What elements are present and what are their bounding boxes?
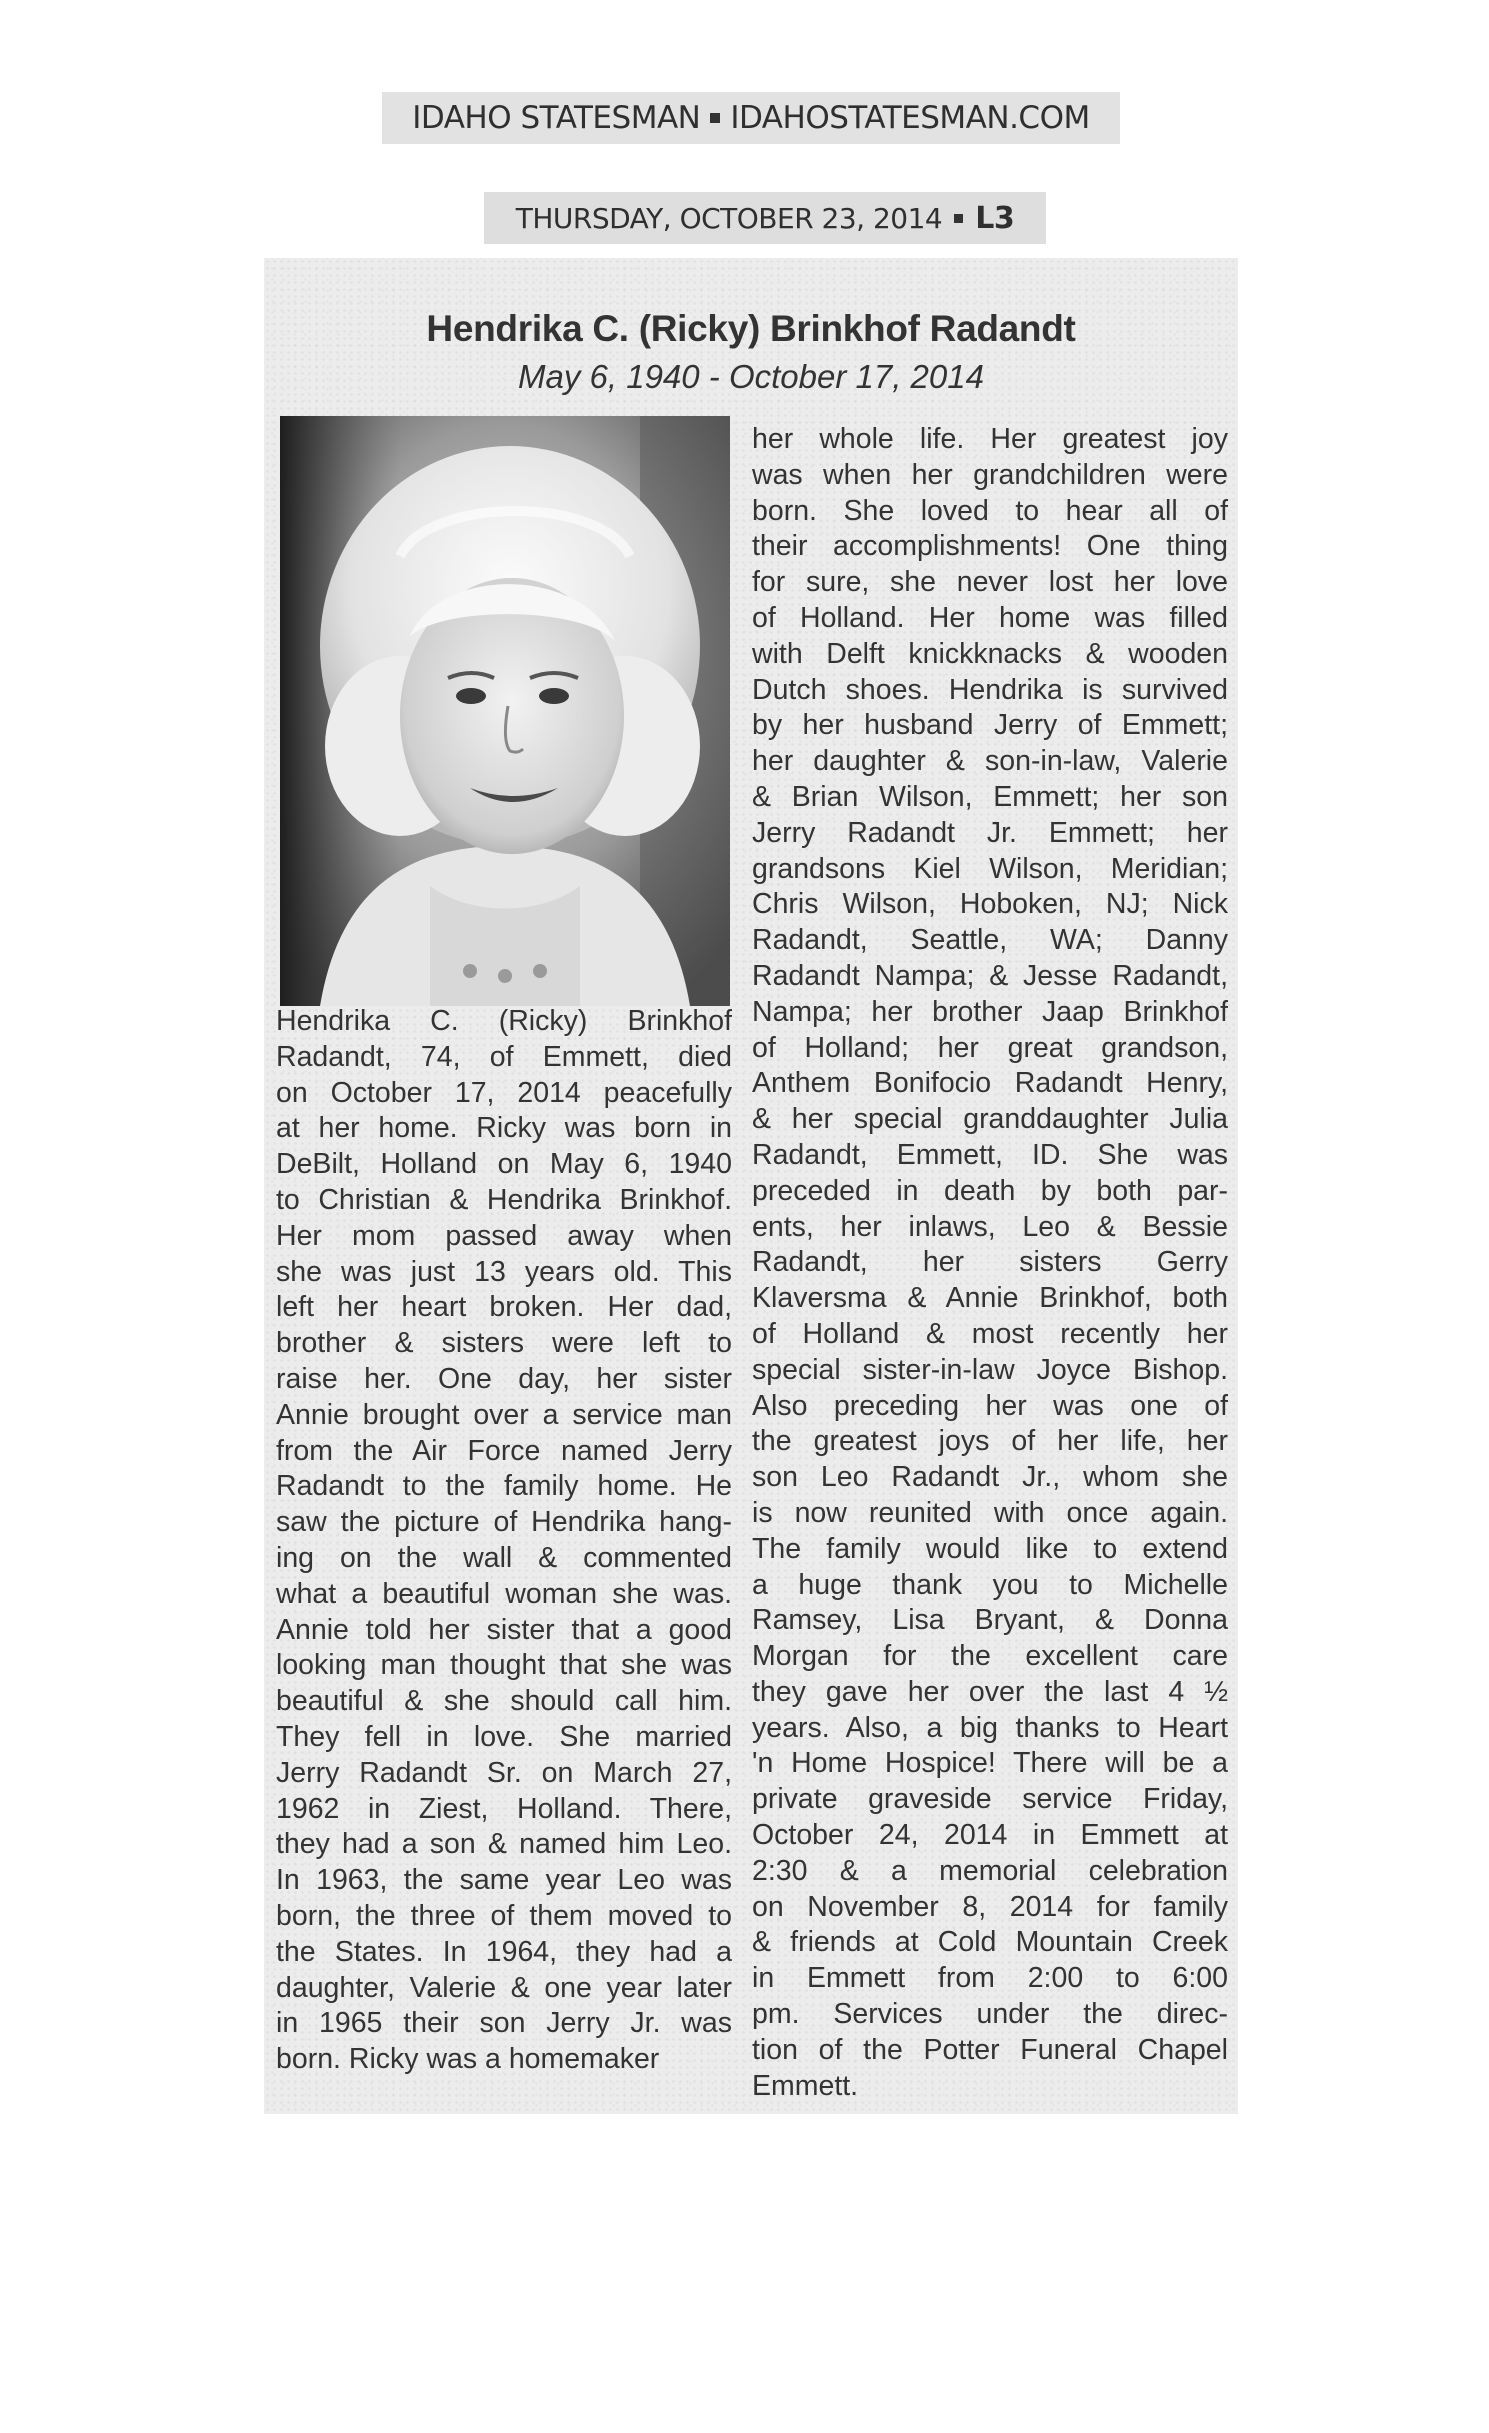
obituary-text-line: Emmett. [752,2069,859,2102]
masthead [382,92,1120,144]
obituary-text-line: Anthem Bonifocio Radandt Henry, [752,1067,1228,1100]
obituary-text-line: born. Ricky was a homemaker [276,2043,660,2076]
obituary-text-line: her daughter & son-in-law, Valerie [752,745,1228,778]
obituary-text-line: in 1965 their son Jerry Jr. was [276,2007,732,2040]
issue-date: THURSDAY, OCTOBER 23, 2014 [515,201,943,235]
obituary-text-line: Radandt to the family home. He [276,1470,732,1503]
obituary-text-line: Morgan for the excellent care [752,1640,1228,1673]
obituary-text-line: DeBilt, Holland on May 6, 1940 [276,1148,732,1181]
masthead-website: IDAHOSTATESMAN.COM [730,100,1090,136]
obituary-text-line: of Holland & most recently her [752,1317,1228,1350]
obituary-text-line: for sure, she never lost her love [752,566,1228,599]
obituary-left-column [276,1004,732,2078]
obituary-clipping [264,258,1238,2114]
obituary-text-line: beautiful & she should call him. [276,1685,732,1718]
obituary-text-line: & friends at Cold Mountain Creek [752,1926,1228,1959]
obituary-name: Hendrika C. (Ricky) Brinkhof Radandt [426,308,1076,349]
obituary-text-line: 2:30 & a memorial celebration [752,1854,1228,1887]
obituary-text-line: Klaversma & Annie Brinkhof, both [752,1282,1228,1315]
portrait-photo-svg [280,416,730,1006]
obituary-text-line: looking man thought that she was [276,1649,732,1682]
obituary-text-line: They fell in love. She married [276,1720,732,1753]
obituary-text-line: October 24, 2014 in Emmett at [752,1819,1228,1852]
obituary-text-line: Annie told her sister that a good [276,1613,732,1646]
obituary-text-line: a huge thank you to Michelle [752,1568,1228,1601]
obituary-text-line: what a beautiful woman she was. [276,1577,732,1610]
obituary-text-line: The family would like to extend [752,1532,1228,1565]
obituary-text-line: saw the picture of Hendrika hang- [276,1506,732,1539]
obituary-text-line: pm. Services under the direc- [752,1998,1228,2031]
obituary-text-line: son Leo Radandt Jr., whom she [752,1461,1228,1494]
obituary-text-line: raise her. One day, her sister [276,1362,732,1395]
obituary-text-line: Nampa; her brother Jaap Brinkhof [752,995,1228,1028]
obituary-right-column [752,422,1228,2104]
obituary-text-line: her whole life. Her greatest joy [752,423,1228,455]
obituary-text-line: born, the three of them moved to [276,1899,732,1932]
obituary-text-line: Ramsey, Lisa Bryant, & Donna [752,1604,1228,1637]
obituary-text-line: 'n Home Hospice! There will be a [752,1747,1228,1780]
obituary-text-line: Dutch shoes. Hendrika is survived [752,673,1228,706]
obituary-text-line: on October 17, 2014 peacefully [276,1076,732,1109]
obituary-text-line: brother & sisters were left to [276,1327,732,1360]
obituary-text-line: with Delft knickknacks & wooden [752,637,1228,670]
obituary-text-line: they had a son & named him Leo. [276,1828,732,1861]
obituary-text-line: of Holland. Her home was filled [752,601,1228,634]
obituary-text-line: left her heart broken. Her dad, [276,1291,732,1324]
obituary-text-line: Radandt, 74, of Emmett, died [276,1040,732,1073]
obituary-text-line: ents, her inlaws, Leo & Bessie [752,1210,1228,1243]
obituary-text-line: Jerry Radandt Jr. Emmett; her [752,816,1228,849]
obituary-text-line: special sister-in-law Joyce Bishop. [752,1353,1228,1386]
obituary-text-line: she was just 13 years old. This [276,1255,732,1288]
portrait-photo-icon [280,416,730,1006]
page-number: L3 [975,200,1015,236]
obituary-text-line: on November 8, 2014 for family [752,1890,1228,1923]
obituary-text-line: ing on the wall & commented [276,1541,732,1574]
obituary-text-line: from the Air Force named Jerry [276,1434,732,1467]
dateline [484,192,1046,244]
obituary-text-line: Also preceding her was one of [752,1389,1228,1422]
obituary-text-line: Annie brought over a service man [276,1398,732,1431]
obituary-text-line: they gave her over the last 4 ½ [752,1675,1228,1708]
obituary-text-line: In 1963, the same year Leo was [276,1864,732,1897]
obituary-text-line: Radandt, Emmett, ID. She was [752,1138,1228,1171]
obituary-text-line: tion of the Potter Funeral Chapel [752,2033,1228,2066]
obituary-text-line: Her mom passed away when [276,1219,732,1252]
obituary-text-line: preceded in death by both par- [752,1174,1228,1207]
obituary-text-line: & her special granddaughter Julia [752,1103,1228,1136]
obituary-text-line: private graveside service Friday, [752,1783,1228,1816]
obituary-text-line: Chris Wilson, Hoboken, NJ; Nick [752,888,1228,921]
obituary-text-line: Radandt Nampa; & Jesse Radandt, [752,959,1228,992]
masthead-paper-name: IDAHO STATESMAN [412,100,701,136]
bullet-separator-icon [710,113,720,123]
obituary-text-line: born. She loved to hear all of [752,494,1228,527]
obituary-text-line: daughter, Valerie & one year later [276,1971,732,2004]
obituary-text-line: Radandt, her sisters Gerry [752,1246,1228,1279]
obituary-text-line: by her husband Jerry of Emmett; [752,709,1228,742]
obituary-text-line: Jerry Radandt Sr. on March 27, [276,1756,732,1789]
obituary-text-line: of Holland; her great grandson, [752,1031,1228,1064]
obituary-text-line: 1962 in Ziest, Holland. There, [276,1792,732,1825]
obituary-text-line: the States. In 1964, they had a [276,1935,732,1968]
obituary-text-line: at her home. Ricky was born in [276,1112,732,1145]
obituary-text-line: is now reunited with once again. [752,1496,1228,1529]
obituary-text-line: Hendrika C. (Ricky) Brinkhof [276,1005,732,1037]
obituary-text-line: grandsons Kiel Wilson, Meridian; [752,852,1228,885]
obituary-text-line: the greatest joys of her life, her [752,1425,1228,1458]
obituary-text-line: to Christian & Hendrika Brinkhof. [276,1183,732,1216]
obituary-dates: May 6, 1940 - October 17, 2014 [518,358,984,395]
obituary-text-line: years. Also, a big thanks to Heart [752,1711,1228,1744]
obituary-text-line: their accomplishments! One thing [752,530,1228,563]
obituary-text-line: & Brian Wilson, Emmett; her son [752,780,1228,813]
obituary-text-line: in Emmett from 2:00 to 6:00 [752,1962,1228,1995]
bullet-separator-icon [954,214,963,223]
obituary-text-line: was when her grandchildren were [752,458,1228,491]
obituary-text-line: Radandt, Seattle, WA; Danny [752,924,1228,957]
